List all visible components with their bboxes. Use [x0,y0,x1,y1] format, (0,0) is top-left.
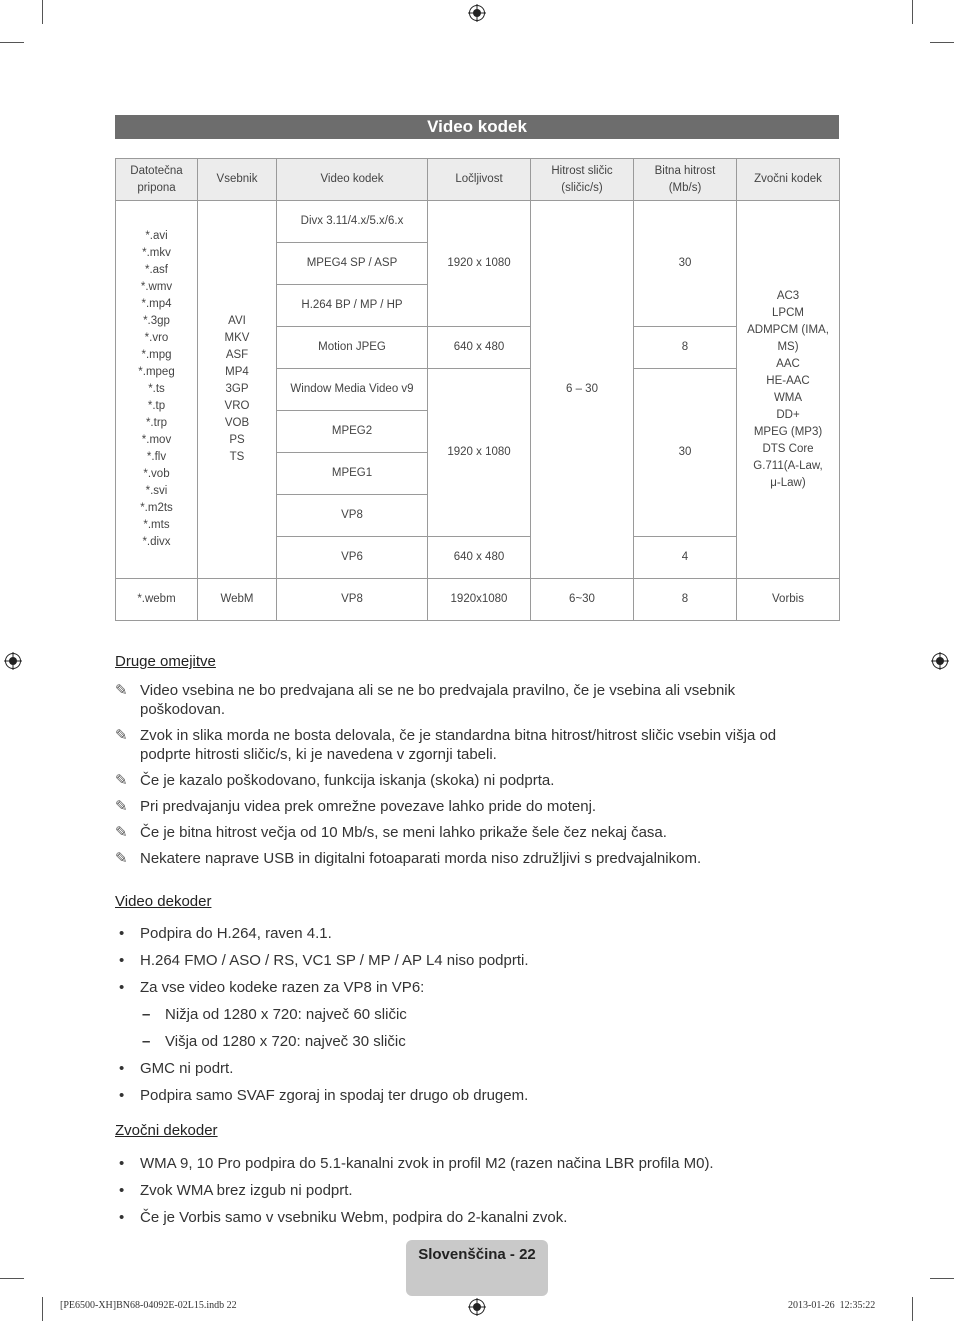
codec-cell: H.264 BP / MP / HP [277,285,428,327]
pencil-note-icon: ✎ [115,798,128,815]
list-item: • Če je Vorbis samo v vsebniku Webm, podpira do 2-kanalni zvok. [119,1209,568,1226]
pencil-note-icon: ✎ [115,850,128,867]
video-codec-table [115,158,840,621]
header-bit-rate: Bitna hitrost (Mb/s) [634,159,737,201]
resolution-cell: 640 x 480 [428,327,531,369]
audio-codecs-cell: AC3 LPCM ADMPCM (IMA, MS) AAC HE-AAC WMA DD+ MPEG (MP3) DTS Core G.711(A-Law, μ-Law) [737,201,840,579]
codec-cell: VP8 [277,495,428,537]
header-extension: Datotečna pripona [116,159,198,201]
webm-bit-rate: 8 [634,579,737,621]
header-resolution: Ločljivost [428,159,531,201]
list-item: • H.264 FMO / ASO / RS, VC1 SP / MP / AP L4 niso podprti. [119,952,529,969]
codec-cell: Divx 3.11/4.x/5.x/6.x [277,201,428,243]
video-decoder-list [115,924,835,1105]
extensions-cell: *.avi *.mkv *.asf *.wmv *.mp4 *.3gp *.vro *.mpg *.mpeg *.ts *.tp *.trp *.mov *.flv *.vob *.svi *.m2ts *.mts *.divx [116,201,198,579]
list-item: • WMA 9, 10 Pro podpira do 5.1-kanalni zvok in profil M2 (razen načina LBR profila M0). [119,1155,714,1172]
bit-rate-cell: 30 [634,201,737,327]
webm-frame-rate: 6~30 [531,579,634,621]
registration-mark-icon [4,652,22,670]
list-item: ✎ Pri predvajanju videa prek omrežne povezave lahko pride do motenj. [115,798,597,815]
page-label: Slovenščina - 22 [418,1246,536,1263]
section-title: Video kodek [115,115,839,139]
list-item: ✎ Zvok in slika morda ne bosta delovala, če je standardna bitna hitrost/hitrost sličic vsebin višja od podprte hitrosti sličic/s, ki je navedena v zgornji tabeli. [115,727,777,763]
list-item: • Podpira samo SVAF zgoraj in spodaj ter drugo ob drugem. [119,1087,529,1104]
codec-cell: Window Media Video v9 [277,369,428,411]
webm-container: WebM [198,579,277,621]
list-item: • Za vse video kodeke razen za VP8 in VP6: [119,979,425,996]
list-item: • Zvok WMA brez izgub ni podprt. [119,1182,353,1199]
bit-rate-cell: 8 [634,327,737,369]
webm-codec: VP8 [277,579,428,621]
audio-decoder-heading: Zvočni dekoder [115,1122,218,1139]
bit-rate-cell: 30 [634,369,737,537]
other-limits-list [115,681,815,868]
file-info: [PE6500-XH]BN68-04092E-02L15.indb 22 [60,1300,237,1311]
registration-mark-icon [931,652,949,670]
table-row [116,579,840,621]
list-item: ✎ Če je bitna hitrost večja od 10 Mb/s, se meni lahko prikaže šele čez nekaj časa. [115,824,667,841]
codec-cell: MPEG4 SP / ASP [277,243,428,285]
page-number-tab [406,1240,548,1296]
list-item: • GMC ni podrt. [119,1060,234,1077]
list-item: ✎ Nekatere naprave USB in digitalni fotoaparati morda niso združljivi s predvajalnikom. [115,850,702,867]
registration-mark-icon [468,4,486,22]
pencil-note-icon: ✎ [115,727,128,744]
codec-cell: Motion JPEG [277,327,428,369]
header-audio-codec: Zvočni kodek [737,159,840,201]
list-item: ✎ Če je kazalo poškodovano, funkcija iskanja (skoka) ni podprta. [115,772,555,789]
pencil-note-icon: ✎ [115,772,128,789]
resolution-cell: 1920 x 1080 [428,201,531,327]
webm-audio: Vorbis [737,579,840,621]
resolution-cell: 640 x 480 [428,537,531,579]
webm-resolution: 1920x1080 [428,579,531,621]
registration-mark-icon [468,1298,486,1316]
pencil-note-icon: ✎ [115,824,128,841]
codec-cell: VP6 [277,537,428,579]
audio-decoder-list [115,1154,835,1227]
frame-rate-cell: 6 – 30 [531,201,634,579]
list-item: ✎ Video vsebina ne bo predvajana ali se ne bo predvajala pravilno, če je vsebina ali vsebnik poškodovan. [115,682,736,718]
codec-cell: MPEG2 [277,411,428,453]
other-limits-heading: Druge omejitve [115,653,216,670]
list-item: – Nižja od 1280 x 720: največ 60 sličic [142,1006,407,1023]
video-decoder-heading: Video dekoder [115,893,212,910]
list-item: • Podpira do H.264, raven 4.1. [119,925,332,942]
resolution-cell: 1920 x 1080 [428,369,531,537]
codec-cell: MPEG1 [277,453,428,495]
list-item: – Višja od 1280 x 720: največ 30 sličic [142,1033,406,1050]
bit-rate-cell: 4 [634,537,737,579]
header-container: Vsebnik [198,159,277,201]
header-video-codec: Video kodek [277,159,428,201]
header-frame-rate: Hitrost sličic (sličic/s) [531,159,634,201]
print-date: 2013-01-26 ️ 12:35:22 [788,1300,876,1311]
pencil-note-icon: ✎ [115,682,128,699]
webm-extension: *.webm [116,579,198,621]
containers-cell: AVI MKV ASF MP4 3GP VRO VOB PS TS [198,201,277,579]
